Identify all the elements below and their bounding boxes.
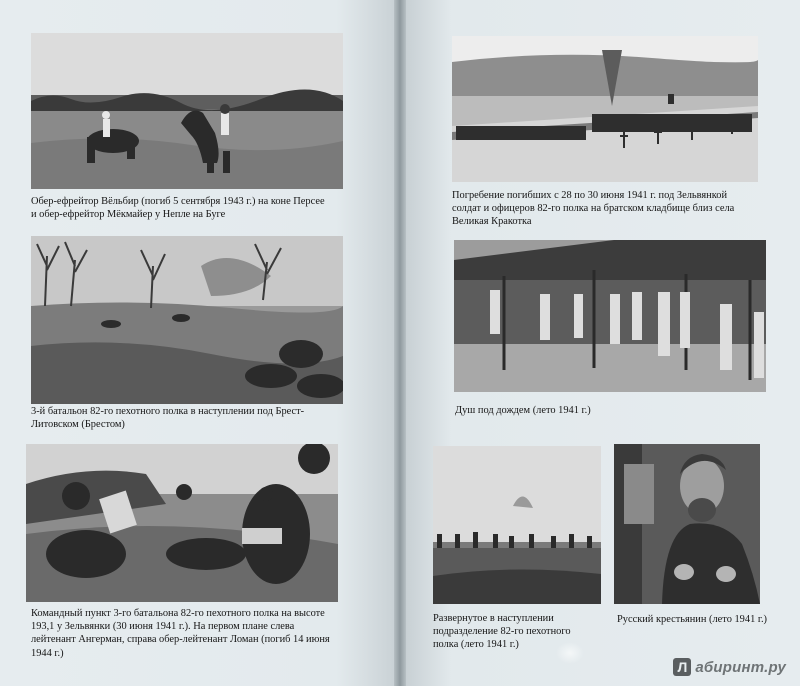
photo-rain-shower <box>454 240 766 392</box>
caption-unit-deployed: Развернутое в наступлении подразделение 82-го пехотного полка (лето 1941 г.) <box>433 613 571 651</box>
photo-horses-in-river <box>31 33 343 189</box>
photo-russian-peasant <box>614 444 760 604</box>
photo-battalion-advance <box>31 236 343 404</box>
photo-command-post <box>26 444 338 602</box>
caption-battalion: 3-й батальон 82-го пехотного полка в наступлении под Брест- Литовском (Брестом) <box>31 406 305 431</box>
page-smudge <box>556 642 584 664</box>
caption-burial: Погребение погибших с 28 по 30 июня 1941 г. под Зельвянкой солдат и офицеров 82-го полка на братском кладбище близ села Великая Кракотка <box>452 190 735 228</box>
caption-horses: Обер-ефрейтор Вёльбир (погиб 5 сентября 1943 г.) на коне Персее и обер-ефрейтор Мёкмайер у Непле на Буге <box>31 196 325 221</box>
caption-rain-shower: Душ под дождем (лето 1941 г.) <box>455 405 591 416</box>
caption-command-post: Командный пункт 3-го батальона 82-го пехотного полка на высоте 193,1 у Зельвянки (30 июня 1941 г.). На первом плане слева лейтенант Ангерман, справа обер-лейтенант Ломан (погиб 14 июня 1944 г.) <box>31 608 330 659</box>
caption-russian-peasant: Русский крестьянин (лето 1941 г.) <box>617 614 768 625</box>
labirint-watermark <box>673 658 786 676</box>
photo-unit-deployed <box>433 446 601 604</box>
book-gutter <box>394 0 406 686</box>
photo-burial <box>452 36 758 182</box>
labirint-watermark-text: абиринт.ру <box>695 658 786 676</box>
labirint-logo-icon: Л <box>673 658 691 676</box>
